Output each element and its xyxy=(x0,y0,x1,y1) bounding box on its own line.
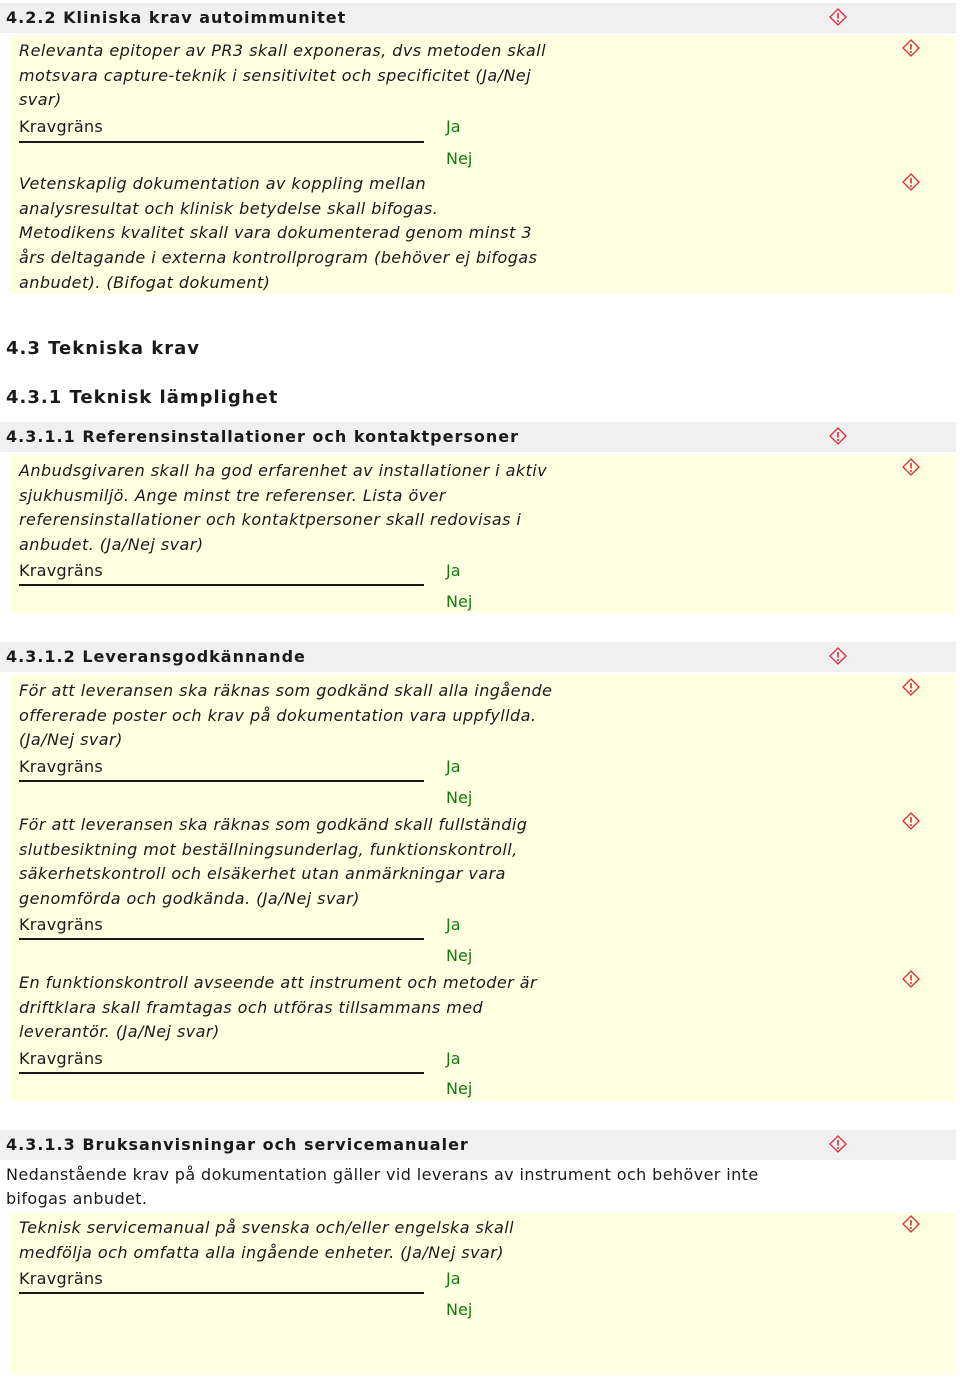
answer-no[interactable]: Nej xyxy=(446,1079,473,1098)
kravgrans-label: Kravgräns xyxy=(19,757,104,776)
section-title: 4.3.1.1 Referensinstallationer och kontaktpersoner xyxy=(6,427,520,446)
requirement-text: För att leveransen ska räknas som godkänd skall fullständig slutbesiktning mot beställningsunderlag, funktionskontroll, säkerhetskontroll och elsäkerhet utan anmärkningar vara genomförda och godkända. (Ja/Nej svar) xyxy=(19,815,528,909)
kravgrans-label: Kravgräns xyxy=(19,561,104,580)
section-header-4-2-2 xyxy=(0,3,956,33)
answer-no[interactable]: Nej xyxy=(446,149,473,168)
kravgrans-input-line[interactable] xyxy=(19,1292,424,1294)
answer-yes[interactable]: Ja xyxy=(446,757,461,776)
kravgrans-label: Kravgräns xyxy=(19,1049,104,1068)
section-header-4-3-1-3 xyxy=(0,1130,956,1160)
section-title: 4.3.1.2 Leveransgodkännande xyxy=(6,647,306,666)
warning-icon[interactable] xyxy=(901,969,921,989)
answer-yes[interactable]: Ja xyxy=(446,561,461,580)
answer-yes[interactable]: Ja xyxy=(446,117,461,136)
section-title-4-3: 4.3 Tekniska krav xyxy=(6,338,201,359)
kravgrans-label: Kravgräns xyxy=(19,915,104,934)
warning-icon[interactable] xyxy=(828,646,848,666)
warning-icon[interactable] xyxy=(828,426,848,446)
requirement-text: Vetenskaplig dokumentation av koppling mellan analysresultat och klinisk betydelse skall bifogas. Metodikens kvalitet skall vara dokumenterad genom minst 3 års deltagande i externa kontrollprogram (behöver ej bifogas anbudet). (Bifogat dokument) xyxy=(19,174,538,292)
warning-icon[interactable] xyxy=(828,7,848,27)
kravgrans-input-line[interactable] xyxy=(19,938,424,940)
warning-icon[interactable] xyxy=(901,457,921,477)
answer-no[interactable]: Nej xyxy=(446,1300,473,1319)
kravgrans-input-line[interactable] xyxy=(19,780,424,782)
answer-no[interactable]: Nej xyxy=(446,946,473,965)
warning-icon[interactable] xyxy=(901,811,921,831)
requirement-text: Teknisk servicemanual på svenska och/eller engelska skall medfölja och omfatta alla ingående enheter. (Ja/Nej svar) xyxy=(19,1218,515,1262)
warning-icon[interactable] xyxy=(901,677,921,697)
requirement-text: En funktionskontroll avseende att instrument och metoder är driftklara skall framtagas och utföras tillsammans med leverantör. (Ja/Nej svar) xyxy=(19,973,538,1042)
answer-no[interactable]: Nej xyxy=(446,592,473,611)
section-header-4-3-1-1 xyxy=(0,422,956,452)
requirement-text: För att leveransen ska räknas som godkänd skall alla ingående offererade poster och krav på dokumentation vara uppfyllda. (Ja/Nej svar) xyxy=(19,681,553,750)
section-header-4-3-1-2 xyxy=(0,642,956,672)
section-title: 4.2.2 Kliniska krav autoimmunitet xyxy=(6,8,347,27)
section-intro-text: Nedanstående krav på dokumentation gäller vid leverans av instrument och behöver inte bifogas anbudet. xyxy=(6,1165,759,1208)
answer-yes[interactable]: Ja xyxy=(446,1049,461,1068)
warning-icon[interactable] xyxy=(901,172,921,192)
requirement-text: Relevanta epitoper av PR3 skall exponeras, dvs metoden skall motsvara capture-teknik i sensitivitet och specificitet (Ja/Nej svar) xyxy=(19,41,546,110)
warning-icon[interactable] xyxy=(901,38,921,58)
answer-no[interactable]: Nej xyxy=(446,788,473,807)
answer-yes[interactable]: Ja xyxy=(446,1269,461,1288)
warning-icon[interactable] xyxy=(828,1134,848,1154)
answer-yes[interactable]: Ja xyxy=(446,915,461,934)
kravgrans-input-line[interactable] xyxy=(19,584,424,586)
requirement-text: Anbudsgivaren skall ha god erfarenhet av installationer i aktiv sjukhusmiljö. Ange minst tre referenser. Lista över referensinstallationer och kontaktpersoner skall redovisas i anbudet. (Ja/Nej svar) xyxy=(19,461,548,555)
section-title: 4.3.1.3 Bruksanvisningar och servicemanualer xyxy=(6,1135,469,1154)
kravgrans-input-line[interactable] xyxy=(19,1072,424,1074)
kravgrans-label: Kravgräns xyxy=(19,1269,104,1288)
kravgrans-input-line[interactable] xyxy=(19,141,424,143)
section-title-4-3-1: 4.3.1 Teknisk lämplighet xyxy=(6,387,279,408)
warning-icon[interactable] xyxy=(901,1214,921,1234)
kravgrans-label: Kravgräns xyxy=(19,117,104,136)
